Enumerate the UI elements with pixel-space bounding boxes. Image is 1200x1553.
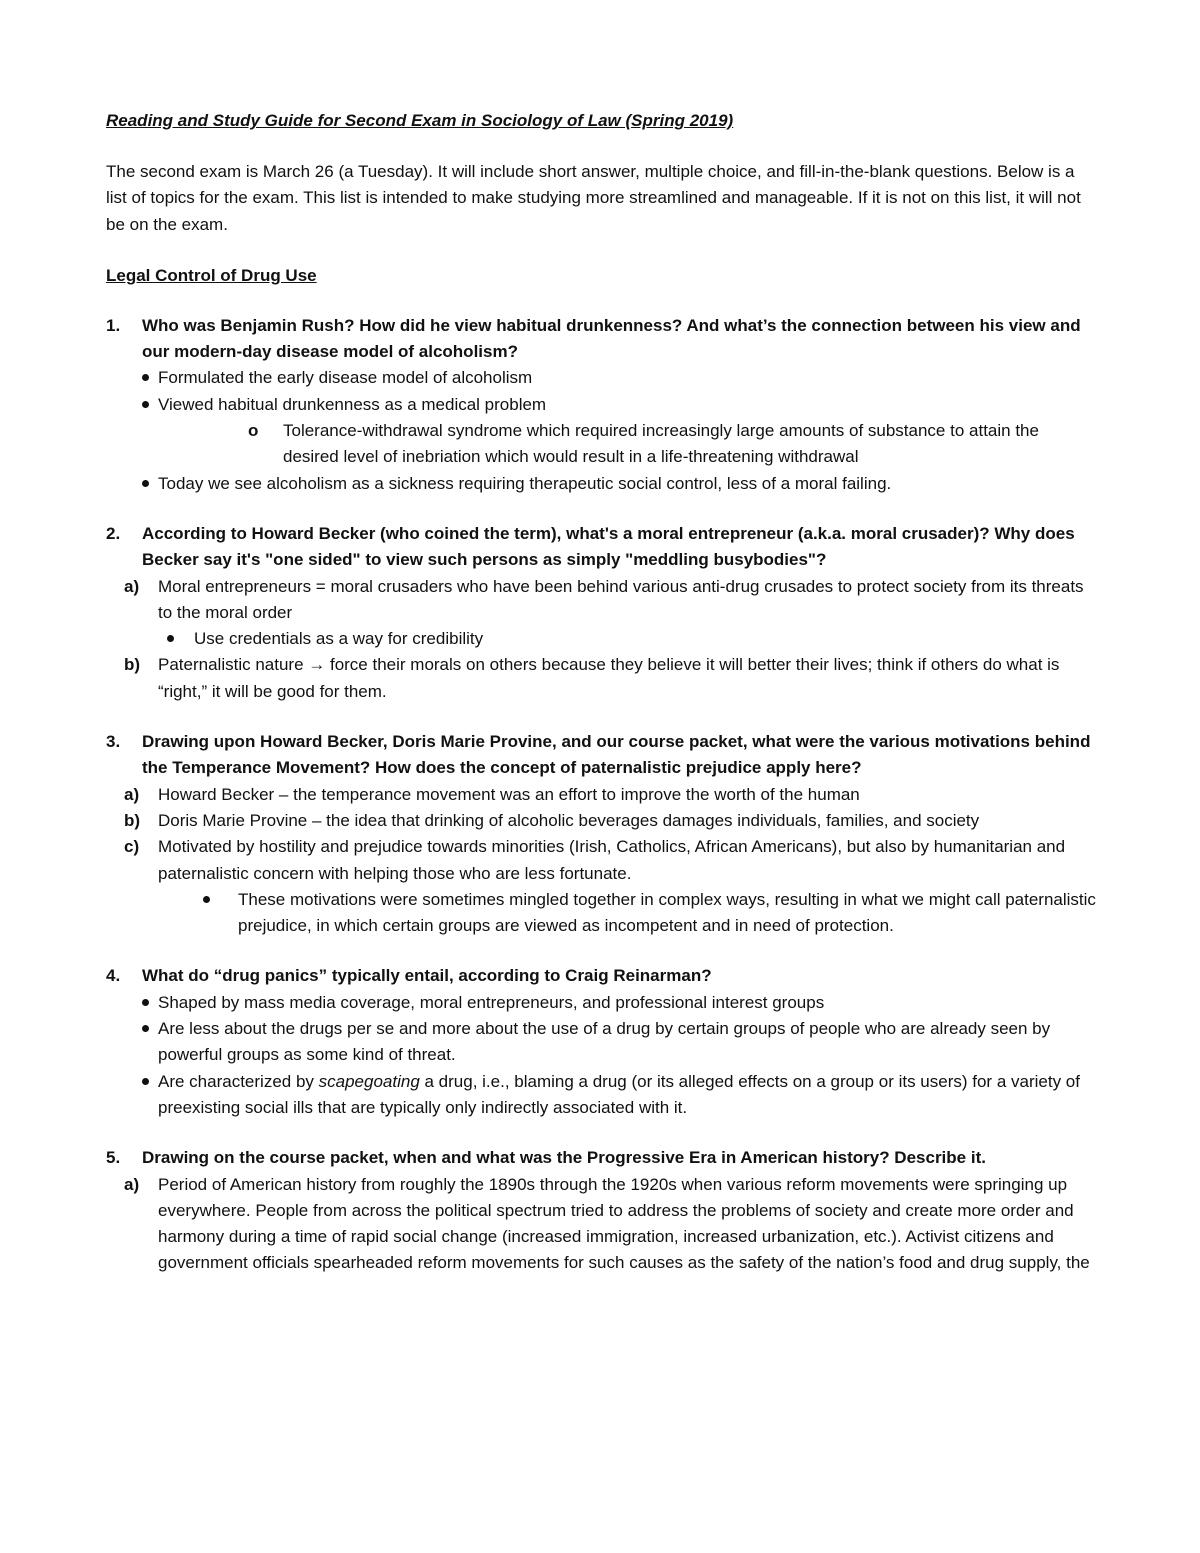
sub-list-item bbox=[106, 626, 1096, 652]
text-segment: a drug, i.e., blaming a drug (or its alleged effects on a group or its users) for a variety of preexisting social ills that are typically only indirectly associated with it. bbox=[158, 1071, 1080, 1117]
list-item bbox=[106, 652, 1096, 705]
list-item-text: Doris Marie Provine – the idea that drinking of alcoholic beverages damages individuals, families, and society bbox=[158, 810, 980, 830]
list-item-text: Shaped by mass media coverage, moral entrepreneurs, and professional interest groups bbox=[158, 992, 825, 1012]
list-item bbox=[106, 1172, 1096, 1277]
question-number: 3. bbox=[106, 732, 121, 752]
text-segment: Are characterized by bbox=[158, 1071, 319, 1091]
question-2 bbox=[106, 521, 1096, 574]
list-item-text: Formulated the early disease model of alcoholism bbox=[158, 368, 533, 388]
question-1 bbox=[106, 313, 1096, 366]
question-number: 5. bbox=[106, 1148, 121, 1168]
list-item-text: Today we see alcoholism as a sickness requiring therapeutic social control, less of a moral failing. bbox=[158, 473, 892, 493]
letter-marker: b) bbox=[124, 655, 141, 675]
question-5 bbox=[106, 1145, 1096, 1171]
list-item-text: Period of American history from roughly the 1890s through the 1920s when various reform movements were springing up everywhere. People from across the political spectrum tried to address the problems of society and create more order and harmony during a time of rapid social change (increased immigration, increased urbanization, etc.). Activist citizens and government officials spearheaded reform movements for such causes as the safety of the nation’s food and drug supply, the bbox=[158, 1174, 1090, 1273]
list-item bbox=[106, 1069, 1096, 1122]
letter-marker: b) bbox=[124, 810, 141, 830]
sub-list-item-text: Tolerance-withdrawal syndrome which required increasingly large amounts of substance to attain the desired level of inebriation which would result in a life-threatening withdrawal bbox=[283, 421, 1039, 467]
question-text: What do “drug panics” typically entail, according to Craig Reinarman? bbox=[142, 966, 712, 986]
list-item bbox=[106, 782, 1096, 808]
document-title: Reading and Study Guide for Second Exam in Sociology of Law (Spring 2019) bbox=[106, 111, 734, 130]
letter-marker: a) bbox=[124, 576, 140, 596]
list-item-text: Motivated by hostility and prejudice towards minorities (Irish, Catholics, African Americans), but also by humanitarian and paternalistic concern with helping those who are less fortunate. bbox=[158, 837, 1066, 883]
question-text: According to Howard Becker (who coined the term), what's a moral entrepreneur (a.k.a. moral crusader)? Why does Becker say it's "one sided" to view such persons as simply "meddling busybodies"? bbox=[142, 523, 1075, 570]
sub-list-item bbox=[106, 887, 1096, 940]
list-item bbox=[106, 471, 1096, 497]
list-item bbox=[106, 574, 1096, 627]
list-item-text: Are less about the drugs per se and more about the use of a drug by certain groups of people who are already seen by powerful groups as some kind of threat. bbox=[158, 1019, 1051, 1065]
question-number: 4. bbox=[106, 966, 121, 986]
list-item bbox=[106, 834, 1096, 887]
italic-term: scapegoating bbox=[318, 1071, 420, 1091]
list-item bbox=[106, 808, 1096, 834]
list-item-text: Moral entrepreneurs = moral crusaders who have been behind various anti-drug crusades to protect society from its threats to the moral order bbox=[158, 576, 1084, 622]
list-item-text: Paternalistic nature → force their morals on others because they believe it will better their lives; think if others do what is “right,” it will be good for them. bbox=[158, 655, 1060, 701]
sub-list-item bbox=[106, 418, 1096, 471]
document-body bbox=[106, 108, 1096, 1277]
list-item-text bbox=[158, 1072, 1080, 1117]
question-number: 1. bbox=[106, 315, 121, 335]
sub-list-item-text: Use credentials as a way for credibility bbox=[194, 629, 484, 649]
intro-paragraph: The second exam is March 26 (a Tuesday). It will include short answer, multiple choice, and fill-in-the-blank questions. Below is a list of topics for the exam. This list is intended to make studying more streamlined and manageable. If it is not on this list, it will not be on the exam. bbox=[106, 162, 1081, 234]
list-item bbox=[106, 365, 1096, 391]
letter-marker: c) bbox=[124, 837, 140, 857]
list-item-text: Howard Becker – the temperance movement was an effort to improve the worth of the human bbox=[158, 784, 860, 804]
question-4 bbox=[106, 963, 1096, 989]
letter-marker: a) bbox=[124, 784, 140, 804]
question-3 bbox=[106, 729, 1096, 782]
list-item bbox=[106, 990, 1096, 1016]
list-item-text: Viewed habitual drunkenness as a medical problem bbox=[158, 394, 547, 414]
sub-list-item-text: These motivations were sometimes mingled together in complex ways, resulting in what we might call paternalistic prejudice, in which certain groups are viewed as incompetent and in need of protection. bbox=[238, 889, 1096, 936]
list-item bbox=[106, 1016, 1096, 1069]
section-heading: Legal Control of Drug Use bbox=[106, 265, 317, 285]
question-number: 2. bbox=[106, 523, 121, 543]
question-text: Drawing on the course packet, when and what was the Progressive Era in American history? Describe it. bbox=[142, 1148, 986, 1168]
letter-marker: a) bbox=[124, 1174, 140, 1194]
o-bullet-icon: o bbox=[248, 421, 259, 441]
question-text: Who was Benjamin Rush? How did he view habitual drunkenness? And what’s the connection between his view and our modern-day disease model of alcoholism? bbox=[142, 315, 1081, 362]
list-item bbox=[106, 392, 1096, 418]
question-text: Drawing upon Howard Becker, Doris Marie Provine, and our course packet, what were the various motivations behind the Temperance Movement? How does the concept of paternalistic prejudice apply here? bbox=[142, 732, 1091, 778]
